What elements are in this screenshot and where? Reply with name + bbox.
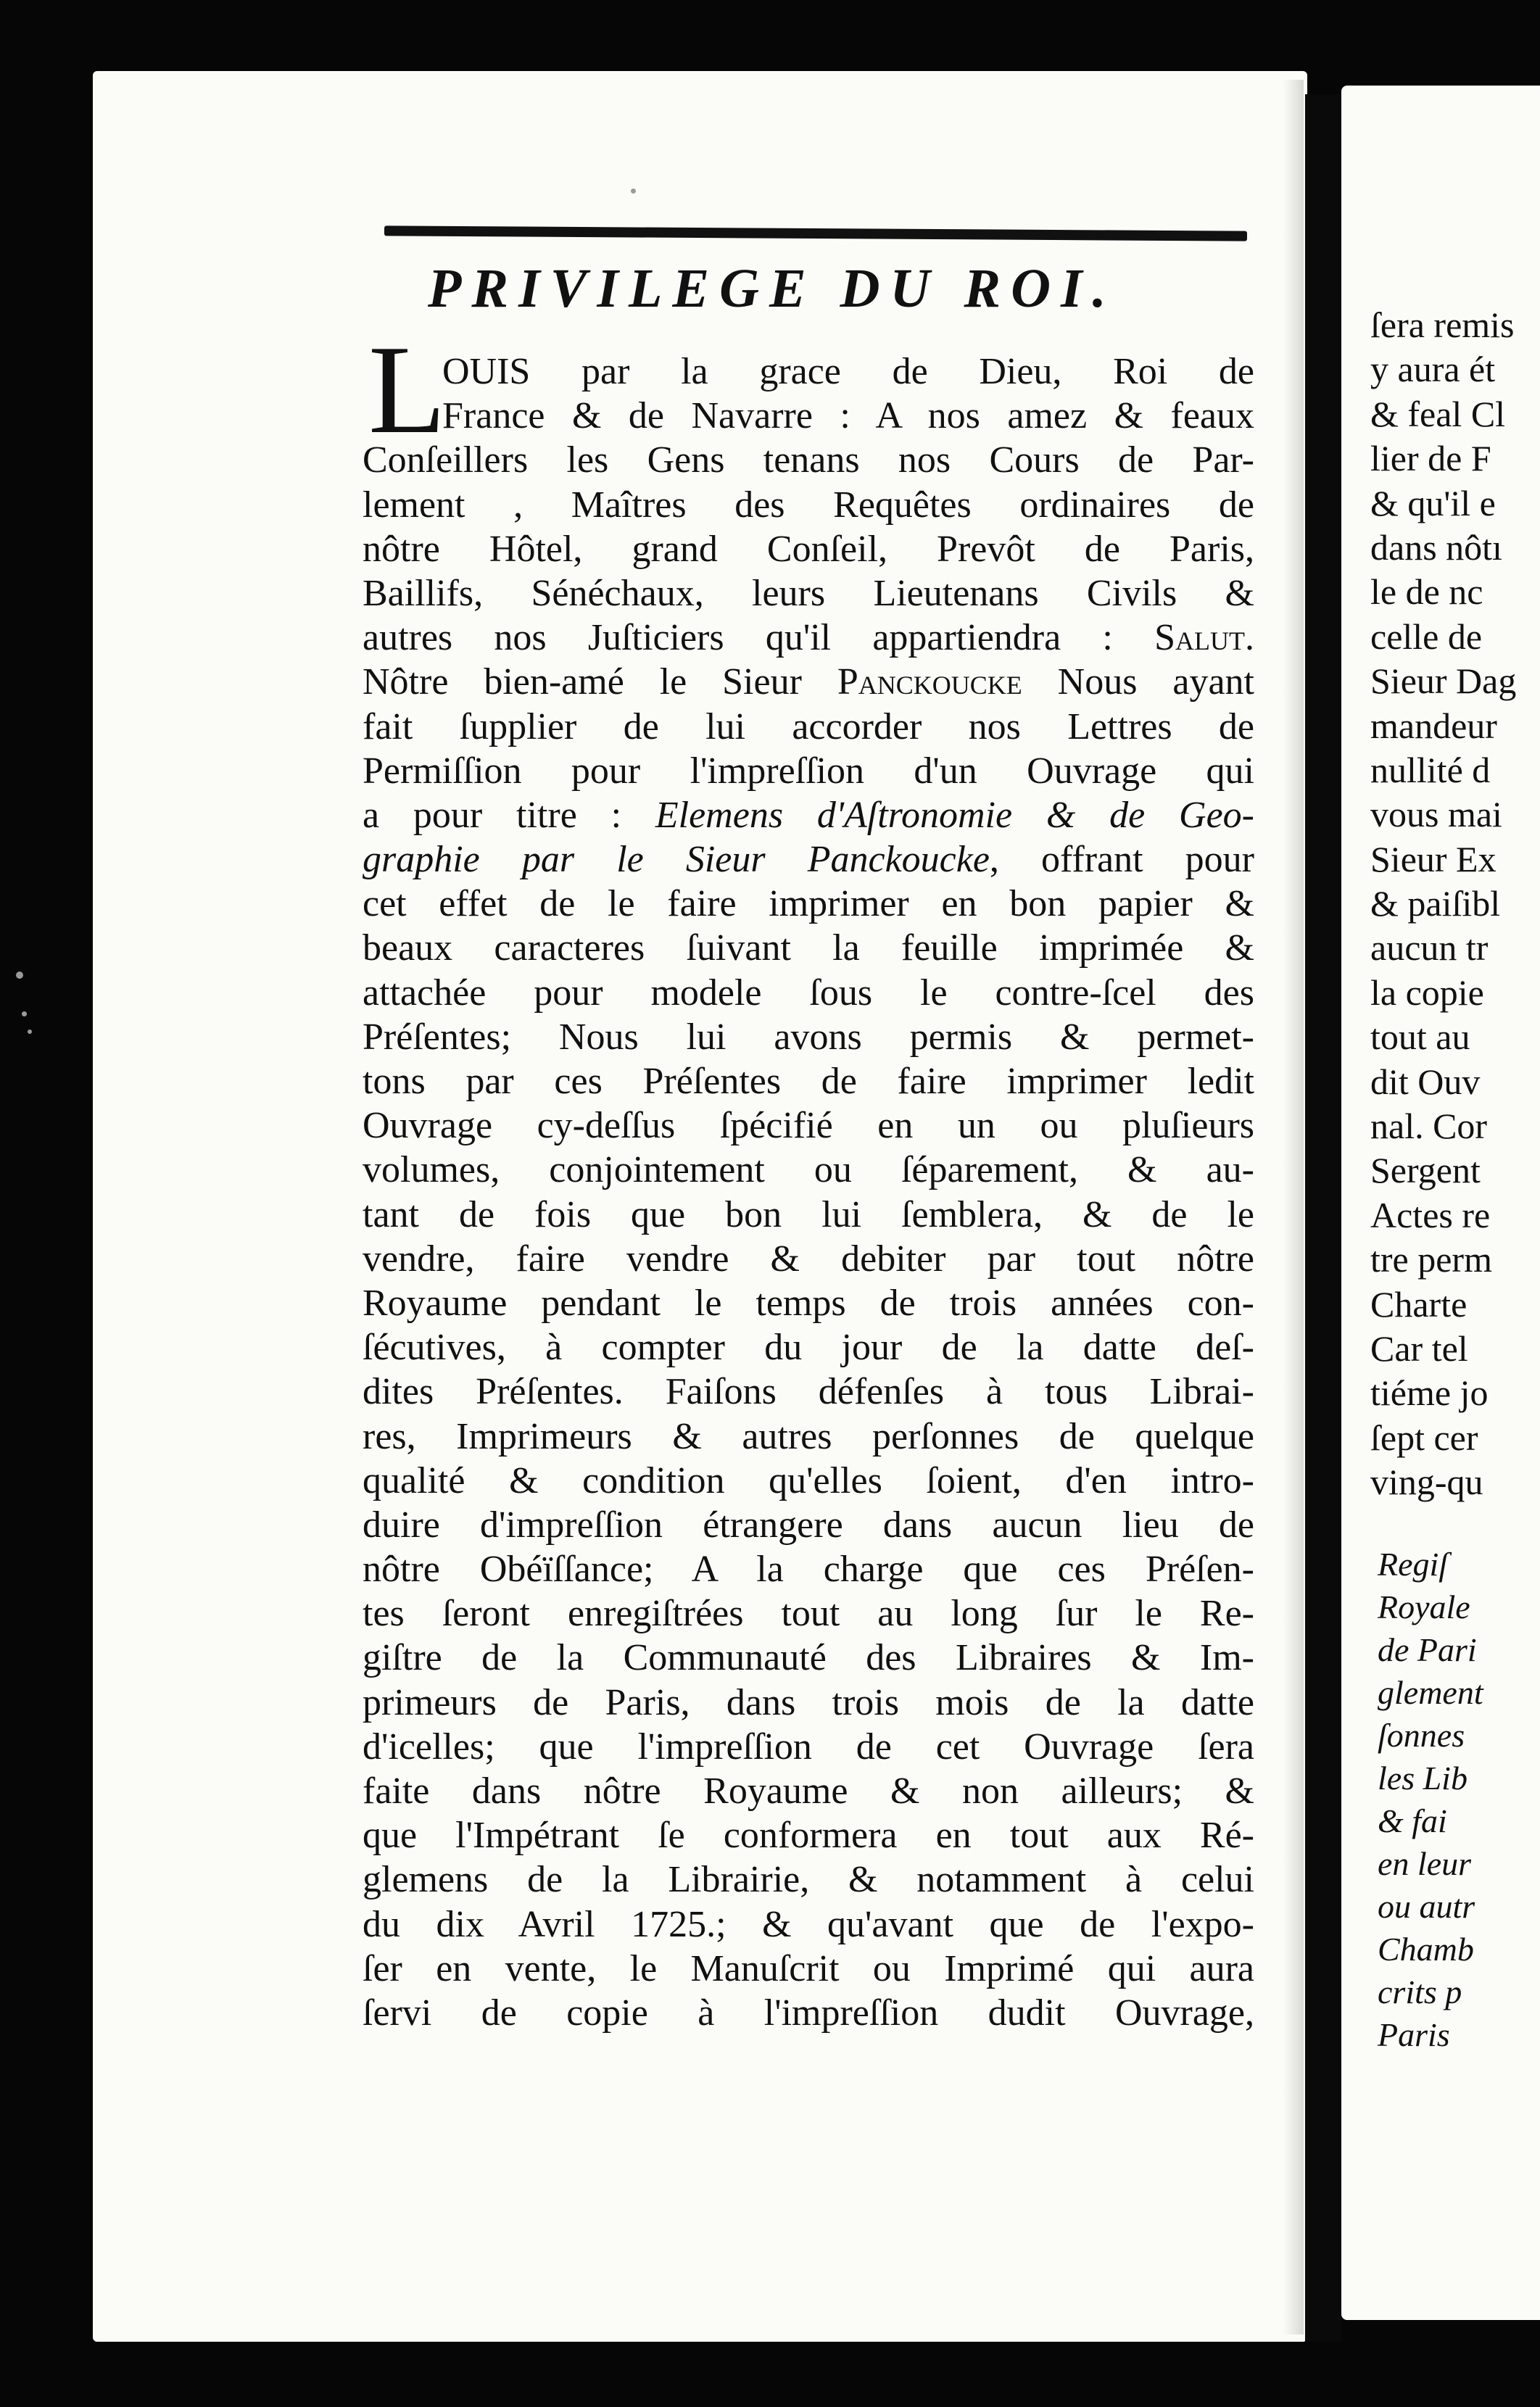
- ink-speck: [631, 188, 636, 194]
- text-line: ſept cer: [1370, 1417, 1478, 1458]
- text-line: la copie: [1370, 972, 1484, 1013]
- text-line: [363, 660, 1254, 704]
- page-heading: PRIVILEGE DU ROI.: [428, 258, 1117, 319]
- scan-speck: [16, 972, 23, 979]
- text-segment: Nous ayant: [1022, 661, 1254, 703]
- privilege-body-text: [363, 349, 1254, 2035]
- text-line: primeurs de Paris, dans trois mois de la datte: [363, 1681, 1254, 1723]
- book-gutter: [1305, 94, 1341, 2342]
- text-line: Conſeillers les Gens tenans nos Cours de Par-: [363, 439, 1254, 481]
- text-line: vendre, faire vendre & debiter par tout nôtre: [363, 1238, 1254, 1280]
- note-line: Chamb: [1378, 1931, 1474, 1968]
- left-page-edge: [1283, 80, 1304, 2334]
- text-line: le de nc: [1370, 571, 1483, 613]
- text-line: nôtre Hôtel, grand Conſeil, Prevôt de Paris,: [363, 528, 1254, 570]
- right-page: [1341, 86, 1540, 2320]
- text-line: ving-qu: [1370, 1462, 1483, 1503]
- note-line: de Pari: [1378, 1631, 1477, 1668]
- text-line: Car tel: [1370, 1327, 1468, 1369]
- note-line: crits p: [1378, 1973, 1462, 2010]
- text-line: dit Ouv: [1370, 1061, 1481, 1102]
- text-line: dans nôtı: [1370, 526, 1502, 568]
- text-line: tant de fois que bon lui ſemblera, & de le: [363, 1193, 1254, 1235]
- text-line: celle de: [1370, 616, 1483, 657]
- scan-speck: [28, 1030, 32, 1034]
- text-line: du dix Avril 1725.; & qu'avant que de l'expo-: [363, 1903, 1254, 1945]
- text-line: & qu'il e: [1370, 482, 1496, 523]
- text-line: Ouvrage cy-deſſus ſpécifié en un ou pluſieurs: [363, 1105, 1254, 1147]
- text-line: nal. Cor: [1370, 1106, 1488, 1147]
- registration-note: [1378, 1543, 1540, 2056]
- text-line: & paiſibl: [1370, 883, 1501, 924]
- text-line: ſer en vente, le Manuſcrit ou Imprimé qui aura: [363, 1947, 1254, 1989]
- text-line: faite dans nôtre Royaume & non ailleurs; &: [363, 1770, 1254, 1812]
- text-line: [363, 837, 1254, 882]
- note-line: en leur: [1378, 1845, 1472, 1882]
- scan-speck: [22, 1011, 27, 1016]
- note-line: Royale: [1378, 1588, 1470, 1625]
- text-line: Sergent: [1370, 1150, 1481, 1191]
- text-line: OUIS par la grace de Dieu, Roi de: [442, 351, 1254, 392]
- text-line: ſécutives, à compter du jour de la datte deſ-: [363, 1327, 1254, 1369]
- text-line: giſtre de la Communauté des Libraires & Im-: [363, 1637, 1254, 1679]
- text-line: Sieur Dag: [1370, 660, 1517, 702]
- text-line: & feal Cl: [1370, 393, 1506, 434]
- text-line: Charte: [1370, 1283, 1467, 1325]
- text-line: [363, 616, 1254, 660]
- right-page-text: [1370, 303, 1540, 1505]
- text-line: d'icelles; que l'impreſſion de cet Ouvrage ſera: [363, 1726, 1254, 1768]
- text-line: qualité & condition qu'elles ſoient, d'en intro-: [363, 1459, 1254, 1501]
- text-segment: a pour titre :: [363, 794, 655, 836]
- text-line: Permiſſion pour l'impreſſion d'un Ouvrage qui: [363, 750, 1254, 792]
- publisher-name: Panckoucke: [837, 661, 1022, 703]
- book-title-cont: graphie par le Sieur Panckoucke: [363, 839, 990, 881]
- text-line: Baillifs, Sénéchaux, leurs Lieutenans Civils &: [363, 572, 1254, 614]
- text-line: nullité d: [1370, 749, 1491, 790]
- note-line: & fai: [1378, 1802, 1447, 1839]
- note-line: les Lib: [1378, 1760, 1467, 1797]
- text-line: ſervi de copie à l'impreſſion dudit Ouvrage,: [363, 1992, 1254, 2034]
- text-segment: , offrant pour: [989, 839, 1254, 881]
- note-line: glement: [1378, 1674, 1483, 1711]
- text-line: tons par ces Préſentes de faire imprimer ledit: [363, 1061, 1254, 1102]
- text-line: tout au: [1370, 1016, 1470, 1058]
- note-line: Regiſ: [1378, 1546, 1449, 1583]
- text-line: glemens de la Librairie, & notamment à celui: [363, 1859, 1254, 1901]
- drop-cap: L: [368, 319, 446, 460]
- text-line: que l'Impétrant ſe conformera en tout aux Ré-: [363, 1815, 1254, 1857]
- text-line: duire d'impreſſion étrangere dans aucun lieu de: [363, 1504, 1254, 1546]
- text-line: Préſentes; Nous lui avons permis & permet-: [363, 1016, 1254, 1058]
- text-line: lier de F: [1370, 438, 1491, 479]
- text-line: aucun tr: [1370, 927, 1489, 969]
- text-line: ſera remis: [1370, 304, 1515, 345]
- text-line: dites Préſentes. Faiſons défenſes à tous Librai-: [363, 1371, 1254, 1413]
- text-line: cet effet de le faire imprimer en bon papier &: [363, 883, 1254, 925]
- note-line: ſonnes: [1378, 1717, 1465, 1754]
- text-line: vous mai: [1370, 794, 1502, 835]
- text-line: Sieur Ex: [1370, 838, 1496, 879]
- text-line: mandeur: [1370, 705, 1497, 746]
- text-segment: autres nos Juſticiers qu'il appartiendra :: [363, 617, 1155, 659]
- book-title: Elemens d'Aſtronomie & de Geo-: [655, 794, 1254, 836]
- text-line: tre perm: [1370, 1239, 1492, 1280]
- text-line: Actes re: [1370, 1194, 1491, 1235]
- text-line: [363, 793, 1254, 837]
- text-line: tes ſeront enregiſtrées tout au long ſur le Re-: [363, 1593, 1254, 1635]
- text-line: fait ſupplier de lui accorder nos Lettres de: [363, 705, 1254, 747]
- text-line: attachée pour modele ſous le contre-ſcel des: [363, 972, 1254, 1014]
- text-line: France & de Navarre : A nos amez & feaux: [442, 395, 1254, 437]
- text-line: res, Imprimeurs & autres perſonnes de quelque: [363, 1415, 1254, 1457]
- text-line: tiéme jo: [1370, 1372, 1489, 1414]
- note-line: ou autr: [1378, 1888, 1475, 1925]
- text-line: nôtre Obéïſſance; A la charge que ces Préſen-: [363, 1549, 1254, 1591]
- text-line: lement , Maîtres des Requêtes ordinaires de: [363, 484, 1254, 526]
- text-line: volumes, conjointement ou ſéparement, & au-: [363, 1149, 1254, 1191]
- note-line: Paris: [1378, 2016, 1450, 2053]
- text-segment: Nôtre bien-amé le Sieur: [363, 661, 837, 703]
- text-line: Royaume pendant le temps de trois années con-: [363, 1282, 1254, 1324]
- text-line: y aura ét: [1370, 349, 1496, 390]
- salut-word: Salut.: [1154, 617, 1254, 659]
- text-line: beaux caracteres ſuivant la feuille imprimée &: [363, 927, 1254, 969]
